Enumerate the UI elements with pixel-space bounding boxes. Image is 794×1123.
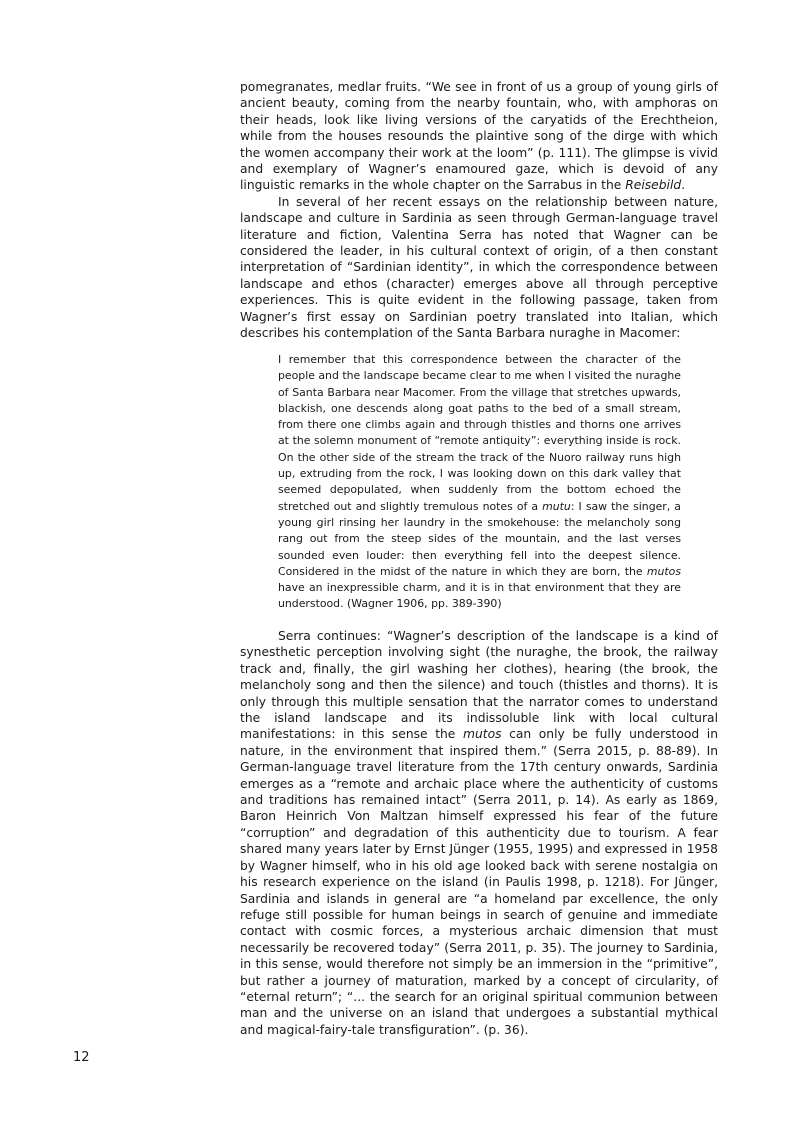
body-text-upper <box>240 79 718 342</box>
page-number: 12 <box>73 1050 90 1065</box>
paragraph-2: In several of her recent essays on the relationship between nature, landscape and culture in Sardinia as seen through German-language travel literature and fiction, Valentina Serra has noted that Wagner can be considered the leader, in his cultural context of origin, of a then constant interpretation of “Sardinian identity”, in which the correspondence between landscape and ethos (character) emerges above all through perceptive experiences. This is quite evident in the following passage, taken from Wagner’s first essay on Sardinian poetry translated into Italian, which describes his contemplation of the Santa Barbara nuraghe in Macomer: <box>240 194 718 341</box>
quote-part-2: : I saw the singer, a young girl rinsing her laundry in the smokehouse: the melancholy song rang out from the steep sides of the mountain, and the last verses sounded even louder: then everything fell into the deepest silence. Considered in the midst of the nature in which they are born, the <box>278 499 681 578</box>
italic-mutos: mutos <box>462 727 502 742</box>
paragraph-1 <box>240 79 718 194</box>
italic-mutu: mutu <box>542 499 571 513</box>
italic-mutos-quote: mutos <box>646 564 681 578</box>
italic-reisebild: Reisebild <box>625 178 682 193</box>
body-text-lower <box>240 628 718 1038</box>
paragraph-3-part-1: Serra continues: “Wagner’s description of the landscape is a kind of synesthetic perception involving sight (the nuraghe, the brook, the railway track and, finally, the girl washing her clothes), hearing (the brook, the melancholy song and then the silence) and touch (thistles and thorns). It is only through this multiple sensation that the narrator comes to understand the island landscape and its indissoluble link with local cultural manifestations: in this sense the <box>240 629 718 742</box>
paragraph-1-end: . <box>681 178 686 193</box>
quote-part-1: I remember that this correspondence between the character of the people and the landscape became clear to me when I visited the nuraghe of Santa Barbara near Macomer. From the village that stretches upwards, blackish, one descends along goat paths to the bed of a small stream, from there one climbs again and through thistles and thorns one arrives at the solemn monument of “remote antiquity”: everything inside is rock. On the other side of the stream the track of the Nuoro railway runs high up, extruding from the rock, I was looking down on this dark valley that seemed depopulated, when suddenly from the bottom echoed the stretched out and slightly tremulous notes of a <box>278 353 681 513</box>
quote-part-3: have an inexpressible charm, and it is in that environment that they are understood. (Wagner 1906, pp. 389-390) <box>278 581 681 611</box>
paragraph-3 <box>240 628 718 1038</box>
quote-text <box>278 352 681 613</box>
paragraph-1-text: pomegranates, medlar fruits. “We see in front of us a group of young girls of ancient beauty, coming from the nearby fountain, who, with amphoras on their heads, look like living versions of the caryatids of the Erechtheion, while from the houses resounds the plaintive song of the dirge with which the women accompany their work at the loom” (p. 111). The glimpse is vivid and exemplary of Wagner’s enamoured gaze, which is devoid of any linguistic remarks in the whole chapter on the Sarrabus in the <box>240 80 718 193</box>
block-quote <box>278 352 681 613</box>
paragraph-3-part-2: can only be fully understood in nature, in the environment that inspired them.” (Serra 2015, p. 88-89). In German-language travel literature from the 17th century onwards, Sardinia emerges as a “remote and archaic place where the authenticity of customs and traditions has remained intact” (Serra 2011, p. 14). As early as 1869, Baron Heinrich Von Maltzan himself expressed his fear of the future “corruption” and degradation of this authenticity due to tourism. A fear shared many years later by Ernst Jünger (1955, 1995) and expressed in 1958 by Wagner himself, who in his old age looked back with serene nostalgia on his research experience on the island (in Paulis 1998, p. 1218). For Jünger, Sardinia and islands in general are “a homeland par excellence, the only refuge still possible for human beings in search of genuine and immediate contact with cosmic forces, a mysterious archaic dimension that must necessarily be recovered today” (Serra 2011, p. 35). The journey to Sardinia, in this sense, would therefore not simply be an immersion in the “primitive”, but rather a journey of maturation, marked by a concept of circularity, of “eternal return”; “... the search for an original spiritual communion between man and the universe on an island that undergoes a substantial mythical and magical-fairy-tale transfiguration”. (p. 36). <box>240 727 718 1037</box>
